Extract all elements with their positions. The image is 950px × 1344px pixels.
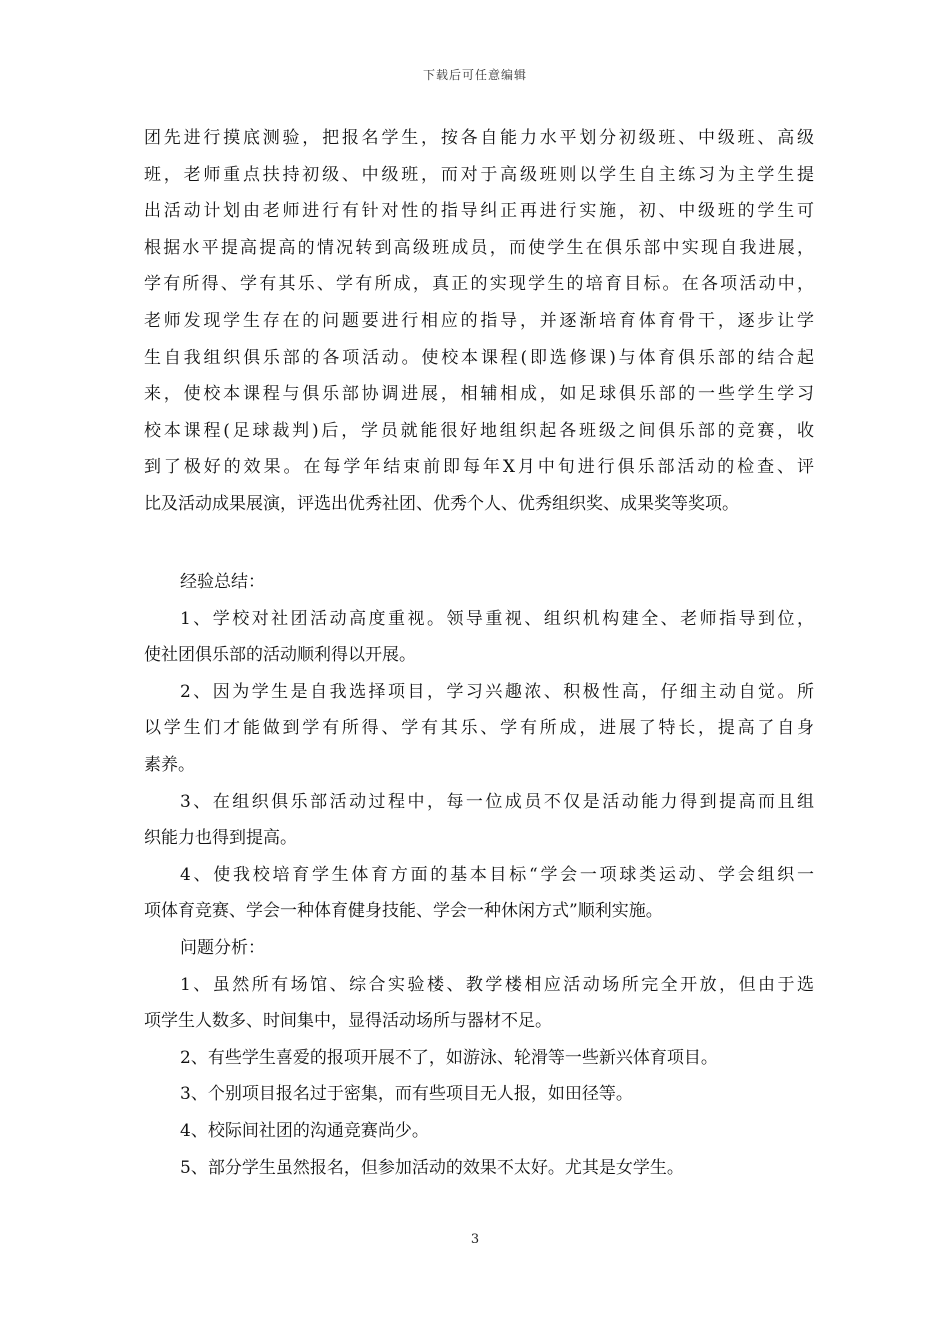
- problem-item-1-cont: 项学生人数多、时间集中，显得活动场所与器材不足。: [144, 1011, 552, 1032]
- paragraph-continuation: [144, 120, 814, 523]
- experience-item-2-cont: 以学生们才能做到学有所得、学有其乐、学有所成，进展了特长，提高了自身: [144, 718, 814, 739]
- experience-item-3: 3、在组织俱乐部活动过程中，每一位成员不仅是活动能力得到提高而且组: [180, 791, 814, 812]
- text-line: 到了极好的效果。在每学年结束前即每年X月中旬进行俱乐部活动的检查、评: [144, 457, 814, 478]
- experience-item-2: 2、因为学生是自我选择项目，学习兴趣浓、积极性高，仔细主动自觉。所: [180, 681, 814, 702]
- experience-item-4: 4、使我校培育学生体育方面的基本目标“学会一项球类运动、学会组织一: [180, 864, 814, 885]
- text-line: 学有所得、学有其乐、学有所成，真正的实现学生的培育目标。在各项活动中，: [144, 274, 814, 295]
- text-line: 团先进行摸底测验，把报名学生，按各自能力水平划分初级班、中级班、高级: [144, 128, 814, 148]
- text-line: 班，老师重点扶持初级、中级班，而对于高级班则以学生自主练习为主学生提: [144, 164, 814, 185]
- text-line: 老师发现学生存在的问题要进行相应的指导，并逐渐培育体育骨干，逐步让学: [144, 310, 814, 331]
- experience-item-1-cont: 使社团俱乐部的活动顺利得以开展。: [144, 645, 416, 666]
- experience-item-2-cont: 素养。: [144, 754, 195, 775]
- problem-item-3: 3、个别项目报名过于密集，而有些项目无人报，如田径等。: [180, 1084, 633, 1105]
- text-line: 出活动计划由老师进行有针对性的指导纠正再进行实施，初、中级班的学生可: [144, 201, 814, 222]
- experience-item-3-cont: 织能力也得到提高。: [144, 828, 297, 849]
- page-header: 下载后可任意编辑: [422, 68, 527, 82]
- problem-item-1: 1、虽然所有场馆、综合实验楼、教学楼相应活动场所完全开放，但由于选: [180, 974, 814, 995]
- problems-heading: 问题分析：: [180, 937, 265, 958]
- text-line: 比及活动成果展演，评选出优秀社团、优秀个人、优秀组织奖、成果奖等奖项。: [144, 493, 739, 514]
- page-number: 3: [470, 1232, 480, 1247]
- problem-item-2: 2、有些学生喜爱的报项开展不了，如游泳、轮滑等一些新兴体育项目。: [180, 1047, 718, 1068]
- text-line: 根据水平提高提高的情况转到高级班成员，而使学生在俱乐部中实现自我进展，: [144, 237, 814, 258]
- experience-item-1: 1、学校对社团活动高度重视。领导重视、组织机构建全、老师指导到位，: [180, 608, 814, 629]
- experience-heading: 经验总结：: [180, 572, 265, 592]
- text-line: 校本课程(足球裁判)后，学员就能很好地组织起各班级之间俱乐部的竞赛，收: [144, 420, 814, 441]
- text-line: 生自我组织俱乐部的各项活动。使校本课程(即选修课)与体育俱乐部的结合起: [144, 347, 814, 368]
- experience-item-4-cont: 项体育竞赛、学会一种体育健身技能、学会一种休闲方式”顺利实施。: [144, 901, 663, 922]
- problem-item-5: 5、部分学生虽然报名，但参加活动的效果不太好。尤其是女学生。: [180, 1157, 684, 1178]
- problem-item-4: 4、校际间社团的沟通竞赛尚少。: [180, 1120, 429, 1141]
- summary-section: [144, 564, 814, 1186]
- text-line: 来，使校本课程与俱乐部协调进展，相辅相成，如足球俱乐部的一些学生学习: [144, 384, 814, 405]
